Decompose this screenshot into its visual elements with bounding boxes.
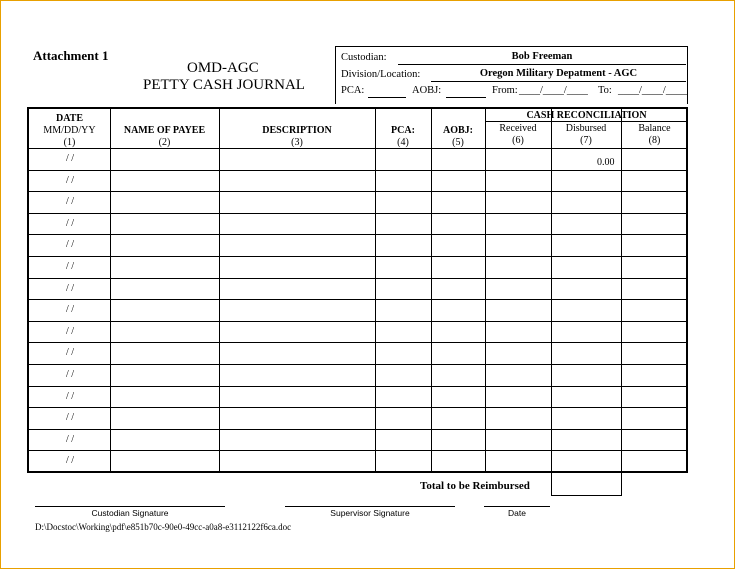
custodian-line <box>398 64 686 65</box>
row-divider <box>29 364 686 365</box>
custodian-signature-label: Custodian Signature <box>91 508 169 518</box>
col-divider <box>375 109 376 471</box>
col-divider <box>485 109 486 471</box>
date-signature-label: Date <box>508 508 526 518</box>
from-date-field[interactable]: ____/____/____ <box>519 85 588 96</box>
row-divider <box>29 234 686 235</box>
date-cell[interactable]: / / <box>65 261 75 272</box>
row-divider <box>29 321 686 322</box>
row-divider <box>29 213 686 214</box>
header-balance: Balance (8) <box>638 123 671 146</box>
pca-label: PCA: <box>341 85 365 96</box>
row-divider <box>29 450 686 451</box>
row-divider <box>29 278 686 279</box>
custodian-label: Custodian: <box>341 52 387 63</box>
row-divider <box>29 256 686 257</box>
to-date-field[interactable]: ____/____/____ <box>618 85 687 96</box>
attachment-label: Attachment 1 <box>33 48 109 63</box>
date-cell[interactable]: / / <box>65 412 75 424</box>
custodian-value[interactable]: Bob Freeman <box>511 51 573 62</box>
header-disbursed: Disbursed (7) <box>565 123 607 146</box>
date-cell[interactable]: / / <box>65 239 75 251</box>
header-payee: NAME OF PAYEE (2) <box>123 125 206 148</box>
total-label: Total to be Reimbursed <box>420 480 530 492</box>
division-line <box>431 81 686 82</box>
header-date: DATE MM/DD/YY (1) <box>43 113 96 148</box>
col-divider <box>551 109 552 471</box>
form-title: PETTY CASH JOURNAL <box>143 77 305 93</box>
date-cell[interactable]: / / <box>65 153 75 164</box>
date-cell[interactable]: / / <box>65 196 75 208</box>
petty-cash-table <box>27 107 688 473</box>
row-divider <box>29 170 686 171</box>
row-divider <box>29 342 686 343</box>
col-divider <box>621 109 622 471</box>
date-cell[interactable]: / / <box>65 347 75 359</box>
row-divider <box>29 191 686 192</box>
to-label: To: <box>598 85 612 96</box>
row-divider <box>29 429 686 430</box>
header-pca: PCA: (4) <box>391 125 415 148</box>
header-cash-reconciliation: CASH RECONCILIATION <box>526 110 647 121</box>
date-cell[interactable]: / / <box>65 217 75 229</box>
date-cell[interactable]: / / <box>65 390 75 402</box>
form-org: OMD-AGC <box>187 60 259 76</box>
date-cell[interactable]: / / <box>65 433 75 445</box>
col-divider <box>431 109 432 471</box>
date-cell[interactable]: / / <box>65 304 75 316</box>
row-divider <box>29 299 686 300</box>
date-cell[interactable]: / / <box>65 455 75 467</box>
date-signature-line[interactable] <box>484 506 550 507</box>
header-received: Received (6) <box>499 123 537 146</box>
from-label: From: <box>492 85 518 96</box>
aobj-label: AOBJ: <box>412 85 442 96</box>
header-description: DESCRIPTION (3) <box>262 125 332 148</box>
file-path: D:\Docstoc\Working\pdf\e851b70c-90e0-49cc-a0a8-e3112122f6ca.doc <box>35 522 292 532</box>
custodian-signature-line[interactable] <box>35 506 225 507</box>
supervisor-signature-label: Supervisor Signature <box>330 508 410 518</box>
row-divider <box>29 407 686 408</box>
custodian-box <box>335 46 688 104</box>
date-cell[interactable]: / / <box>65 325 75 337</box>
date-cell[interactable]: / / <box>65 282 75 294</box>
date-cell[interactable]: / / <box>65 174 75 186</box>
col-divider <box>219 109 220 471</box>
date-cell[interactable]: / / <box>65 369 75 380</box>
supervisor-signature-line[interactable] <box>285 506 455 507</box>
first-row-disbursed[interactable]: 0.00 <box>597 157 615 168</box>
row-divider <box>29 386 686 387</box>
aobj-field[interactable] <box>446 97 486 98</box>
division-label: Division/Location: <box>341 69 421 80</box>
total-amount-field[interactable] <box>551 473 622 496</box>
pca-field[interactable] <box>368 97 406 98</box>
division-value[interactable]: Oregon Military Depatment - AGC <box>479 68 638 79</box>
header-aobj: AOBJ: (5) <box>443 125 473 148</box>
